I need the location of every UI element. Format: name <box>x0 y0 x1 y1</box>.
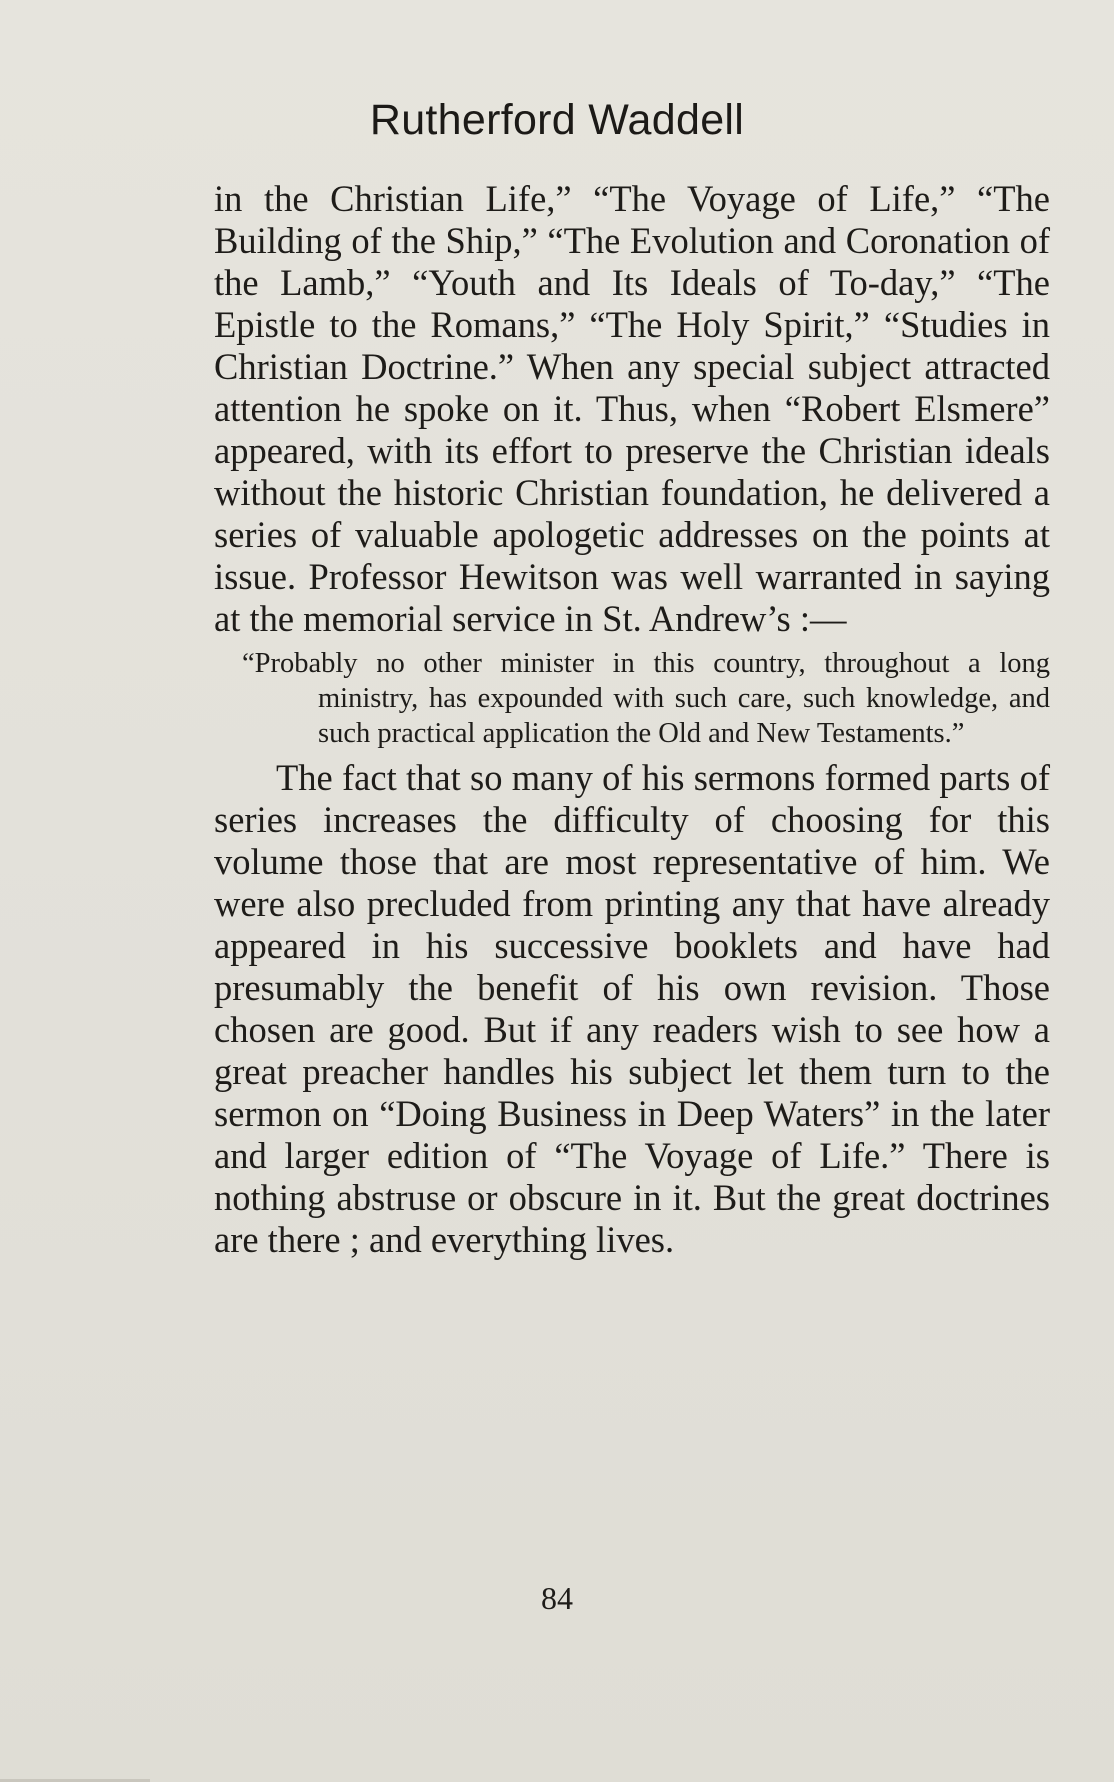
paragraph-continuation: in the Christian Life,” “The Voyage of Life,” “The Building of the Ship,” “The Evolution and Coronation of the Lamb,” “Youth and Its Ideals of To-day,” “The Epistle to the Romans,” “The Holy Spirit,” “Studies in Christian Doctrine.” When any special subject attracted attention he spoke on it. Thus, when “Robert Elsmere” appeared, with its effort to preserve the Christian ideals without the historic Christian foundation, he delivered a series of valuable apologetic addresses on the points at issue. Professor Hewitson was well warranted in saying at the memorial service in St. Andrew’s :— <box>214 178 1050 639</box>
running-head: Rutherford Waddell <box>369 96 745 144</box>
body-text <box>214 178 1050 1261</box>
page-number: 84 <box>541 1580 573 1616</box>
paragraph-second: The fact that so many of his sermons formed parts of series increases the difficulty of choosing for this volume those that are most representative of him. We were also precluded from printing any that have already appeared in his successive booklets and have had presumably the benefit of his own revision. Those chosen are good. But if any readers wish to see how a great preacher handles his subject let them turn to the sermon on “Doing Business in Deep Waters” in the later and larger edition of “The Voyage of Life.” There is nothing abstruse or obscure in it. But the great doctrines are there ; and everything lives. <box>214 757 1050 1260</box>
block-quote: “Probably no other minister in this country, throughout a long ministry, has expounded with such care, such knowledge, and such practical application the Old and New Testaments.” <box>242 648 1050 749</box>
